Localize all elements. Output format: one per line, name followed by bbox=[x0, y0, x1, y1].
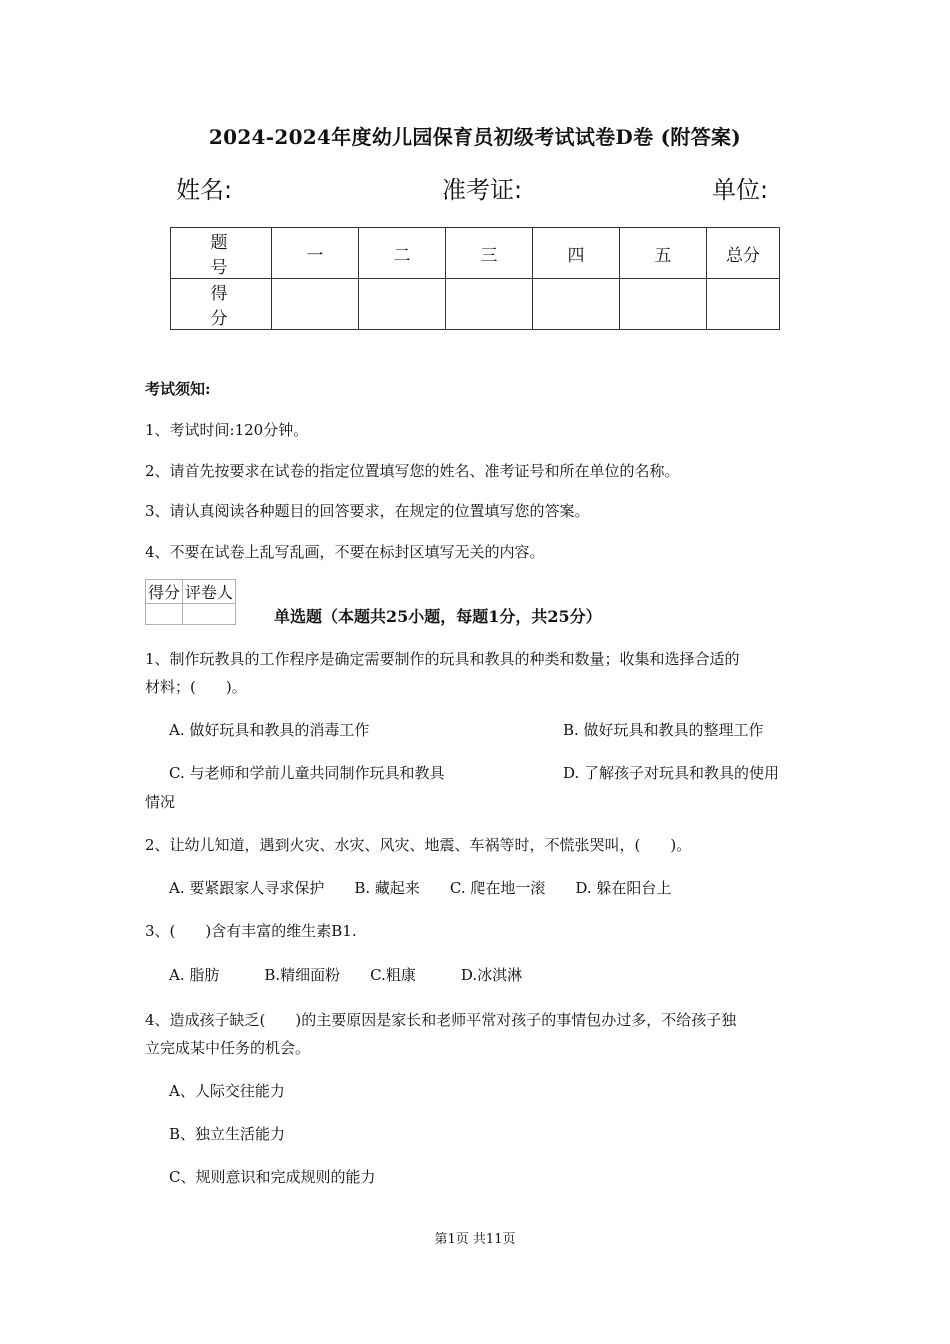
score-cell-3[interactable] bbox=[446, 279, 533, 330]
row-label-question-number: 题 号 bbox=[171, 228, 272, 279]
score-cell-2[interactable] bbox=[359, 279, 446, 330]
score-cell-4[interactable] bbox=[533, 279, 620, 330]
header-total: 总分 bbox=[707, 228, 780, 279]
header-section-5: 五 bbox=[620, 228, 707, 279]
grader-score-cell[interactable] bbox=[146, 604, 183, 625]
q1-option-d[interactable]: D. 了解孩子对玩具和教具的使用 bbox=[563, 764, 780, 782]
notice-item-2: 2、请首先按要求在试卷的指定位置填写您的姓名、准考证号和所在单位的名称。 bbox=[145, 462, 680, 480]
grader-name-cell[interactable] bbox=[183, 604, 236, 625]
section-title: 单选题（本题共25小题，每题1分，共25分） bbox=[274, 607, 602, 626]
score-table-score-row bbox=[171, 279, 780, 330]
q1-stem-line1: 1、制作玩教具的工作程序是确定需要制作的玩具和教具的种类和数量；收集和选择合适的 bbox=[145, 650, 740, 668]
header-section-3: 三 bbox=[446, 228, 533, 279]
score-cell-1[interactable] bbox=[272, 279, 359, 330]
score-table-header-row bbox=[171, 228, 780, 279]
q3-stem: 3、( )含有丰富的维生素B1. bbox=[145, 922, 357, 940]
unit-label: 单位: bbox=[712, 176, 769, 204]
q4-option-a[interactable]: A、人际交往能力 bbox=[169, 1082, 285, 1100]
exam-id-label: 准考证: bbox=[442, 176, 523, 204]
q4-stem-line1: 4、造成孩子缺乏( )的主要原因是家长和老师平常对孩子的事情包办过多，不给孩子独 bbox=[145, 1011, 737, 1029]
q2-stem: 2、让幼儿知道，遇到火灾、水灾、风灾、地震、车祸等时，不慌张哭叫，( )。 bbox=[145, 836, 692, 854]
header-section-2: 二 bbox=[359, 228, 446, 279]
notice-heading: 考试须知: bbox=[145, 380, 211, 398]
q4-option-b[interactable]: B、独立生活能力 bbox=[169, 1125, 286, 1143]
q1-option-c[interactable]: C. 与老师和学前儿童共同制作玩具和教具 bbox=[169, 764, 445, 782]
grader-score-label: 得分 bbox=[146, 580, 183, 604]
q3-options[interactable]: A. 脂肪 B.精细面粉 C.粗康 D.冰淇淋 bbox=[169, 966, 523, 984]
q1-stem-line2: 材料；( )。 bbox=[145, 678, 247, 696]
notice-item-3: 3、请认真阅读各种题目的回答要求，在规定的位置填写您的答案。 bbox=[145, 502, 590, 520]
q2-options[interactable]: A. 要紧跟家人寻求保护 B. 藏起来 C. 爬在地一滚 D. 躲在阳台上 bbox=[169, 879, 672, 897]
name-label: 姓名: bbox=[176, 176, 233, 204]
notice-item-4: 4、不要在试卷上乱写乱画，不要在标封区填写无关的内容。 bbox=[145, 543, 545, 561]
page-title: 2024-2024年度幼儿园保育员初级考试试卷D卷 (附答案) bbox=[208, 125, 742, 149]
score-cell-5[interactable] bbox=[620, 279, 707, 330]
q1-option-d-continued: 情况 bbox=[145, 793, 176, 811]
grader-box bbox=[145, 579, 236, 625]
score-cell-total[interactable] bbox=[707, 279, 780, 330]
q4-option-c[interactable]: C、规则意识和完成规则的能力 bbox=[169, 1168, 376, 1186]
grader-name-label: 评卷人 bbox=[183, 580, 236, 604]
q1-option-b[interactable]: B. 做好玩具和教具的整理工作 bbox=[563, 721, 764, 739]
header-section-1: 一 bbox=[272, 228, 359, 279]
notice-item-1: 1、考试时间:120分钟。 bbox=[145, 421, 309, 439]
row-label-score: 得 分 bbox=[171, 279, 272, 330]
page-footer: 第1页 共11页 bbox=[434, 1232, 516, 1247]
q4-stem-line2: 立完成某中任务的机会。 bbox=[145, 1039, 311, 1057]
header-section-4: 四 bbox=[533, 228, 620, 279]
q1-option-a[interactable]: A. 做好玩具和教具的消毒工作 bbox=[169, 721, 370, 739]
score-table bbox=[170, 227, 780, 330]
